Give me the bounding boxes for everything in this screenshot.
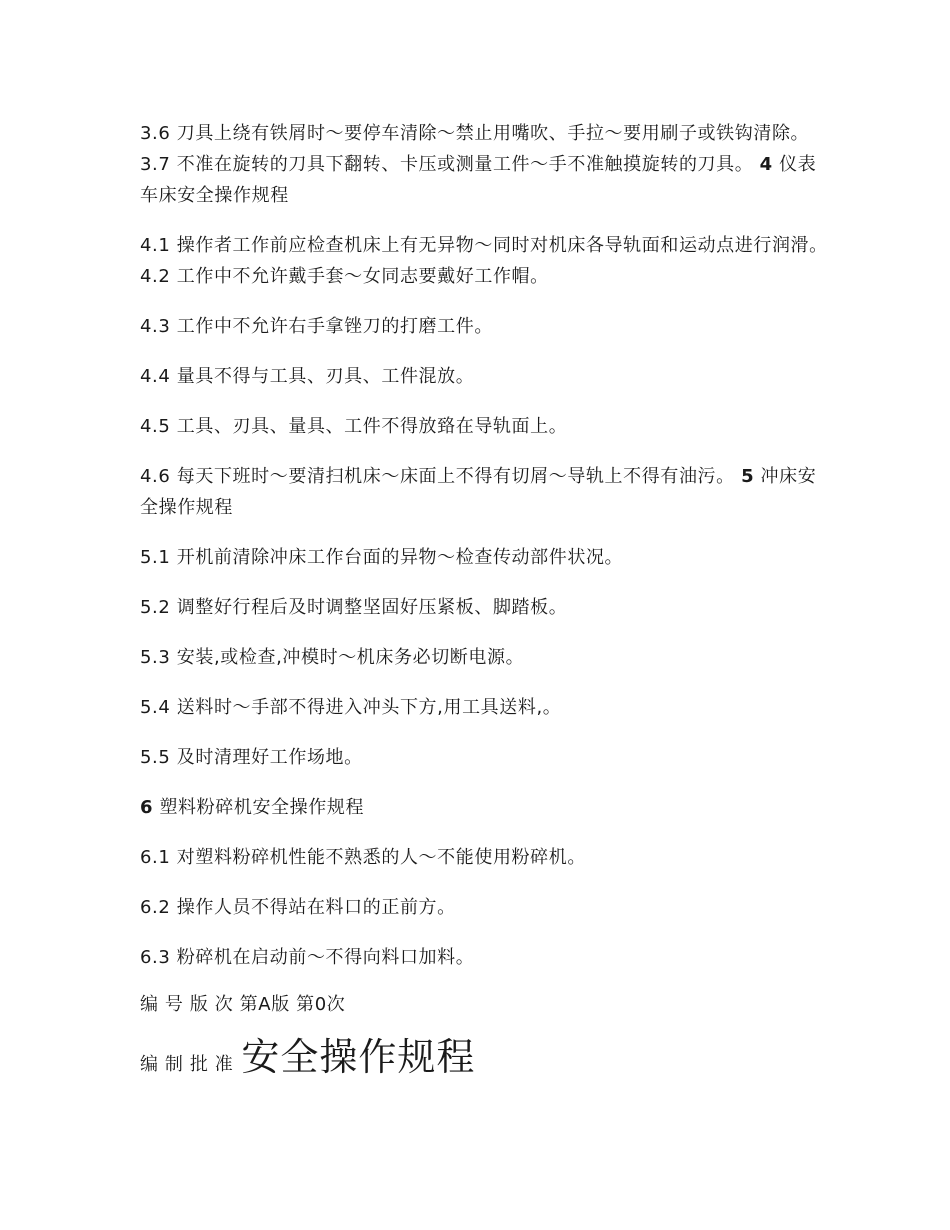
section-6-heading xyxy=(140,792,830,823)
paragraph-6-3 xyxy=(140,942,830,973)
paragraph-5-3 xyxy=(140,642,830,673)
section-number: 5 xyxy=(741,466,755,487)
paragraph-4-4 xyxy=(140,361,830,392)
paragraph-text: 5.1 开机前清除冲床工作台面的异物～检查传动部件状况。 xyxy=(140,547,624,568)
paragraph-6-1 xyxy=(140,842,830,873)
section-number: 4 xyxy=(759,154,773,175)
paragraph-text: 4.4 量具不得与工具、刃具、工件混放。 xyxy=(140,366,475,387)
paragraph-text: 4.6 每天下班时～要清扫机床～床面上不得有切屑～导轨上不得有油污。 xyxy=(140,466,742,487)
paragraph-3-6 xyxy=(140,118,830,211)
paragraph-text: 3.6 刀具上绕有铁屑时～要停车清除～禁止用嘴吹、手拉～要用刷子或铁钩清除。 3.7 不准在旋转的刀具下翻转、卡压或测量工件～手不准触摸旋转的刀具。 xyxy=(140,123,810,175)
section-heading: 仪表车床安全操作规程 xyxy=(140,154,817,206)
paragraph-text: 6.3 粉碎机在启动前～不得向料口加料。 xyxy=(140,947,475,968)
paragraph-6-2 xyxy=(140,892,830,923)
paragraph-5-4 xyxy=(140,692,830,723)
paragraph-text: 5.2 调整好行程后及时调整坚固好压紧板、脚踏板。 xyxy=(140,597,568,618)
section-number: 6 xyxy=(140,797,154,818)
paragraph-4-1 xyxy=(140,230,830,292)
document-body xyxy=(140,118,830,1081)
paragraph-5-2 xyxy=(140,592,830,623)
section-heading: 塑料粉碎机安全操作规程 xyxy=(153,797,365,818)
paragraph-text: 5.3 安装,或检查,冲模时～机床务必切断电源。 xyxy=(140,647,525,668)
paragraph-text: 4.1 操作者工作前应检查机床上有无异物～同时对机床各导轨面和运动点进行润滑。 4.2 工作中不允许戴手套～女同志要戴好工作帽。 xyxy=(140,235,828,287)
paragraph-text: 6.2 操作人员不得站在料口的正前方。 xyxy=(140,897,456,918)
paragraph-text: 4.3 工作中不允许右手拿锉刀的打磨工件。 xyxy=(140,316,493,337)
paragraph-text: 5.4 送料时～手部不得进入冲头下方,用工具送料,。 xyxy=(140,697,562,718)
paragraph-text: 4.5 工具、刃具、量具、工件不得放臵在导轨面上。 xyxy=(140,416,568,437)
paragraph-text: 6.1 对塑料粉碎机性能不熟悉的人～不能使用粉碎机。 xyxy=(140,847,586,868)
paragraph-5-5 xyxy=(140,742,830,773)
document-footer xyxy=(140,1026,830,1081)
paragraph-4-6 xyxy=(140,461,830,523)
document-title: 安全操作规程 xyxy=(241,1035,476,1079)
prepared-approved-label: 编 制 批 准 xyxy=(140,1054,234,1075)
paragraph-4-5 xyxy=(140,411,830,442)
section-heading: 冲床安全操作规程 xyxy=(140,466,817,518)
paragraph-text: 5.5 及时清理好工作场地。 xyxy=(140,747,363,768)
paragraph-5-1 xyxy=(140,542,830,573)
paragraph-4-3 xyxy=(140,311,830,342)
document-number-revision: 编 号 版 次 第A版 第0次 xyxy=(140,994,346,1015)
